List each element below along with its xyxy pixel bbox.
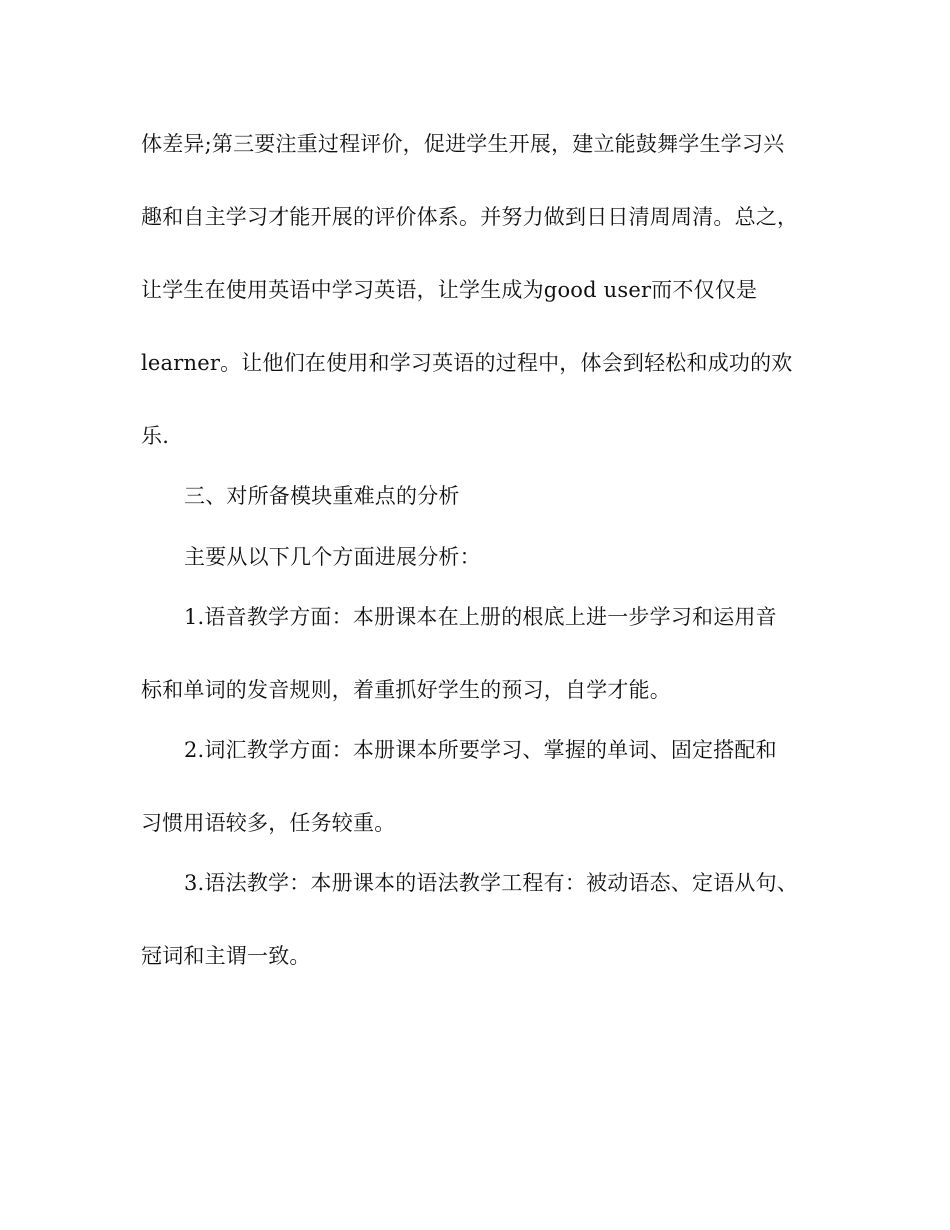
paragraph-line: 让学生在使用英语中学习英语，让学生成为good user而不仅仅是 [141,278,758,302]
paragraph-line: learner。让他们在使用和学习英语的过程中，体会到轻松和成功的欢 [141,351,793,375]
list-item-line: 2.词汇教学方面：本册课本所要学习、掌握的单词、固定搭配和 [184,738,777,762]
paragraph-line: 趣和自主学习才能开展的评价体系。并努力做到日日清周周清。总之， [141,205,799,229]
paragraph-line: 乐. [141,424,170,448]
paragraph-line: 主要从以下几个方面进展分析： [184,545,481,569]
section-heading: 三、对所备模块重难点的分析 [184,484,460,508]
list-item-line: 标和单词的发音规则，着重抓好学生的预习，自学才能。 [141,678,671,702]
list-item-line: 1.语音教学方面：本册课本在上册的根底上进一步学习和运用音 [184,605,777,629]
list-item-line: 习惯用语较多，任务较重。 [141,811,396,835]
list-item-line: 冠词和主谓一致。 [141,944,311,968]
list-item-line: 3.语法教学：本册课本的语法教学工程有：被动语态、定语从句、 [184,871,799,895]
paragraph-line: 体差异;第三要注重过程评价，促进学生开展，建立能鼓舞学生学习兴 [141,132,785,156]
